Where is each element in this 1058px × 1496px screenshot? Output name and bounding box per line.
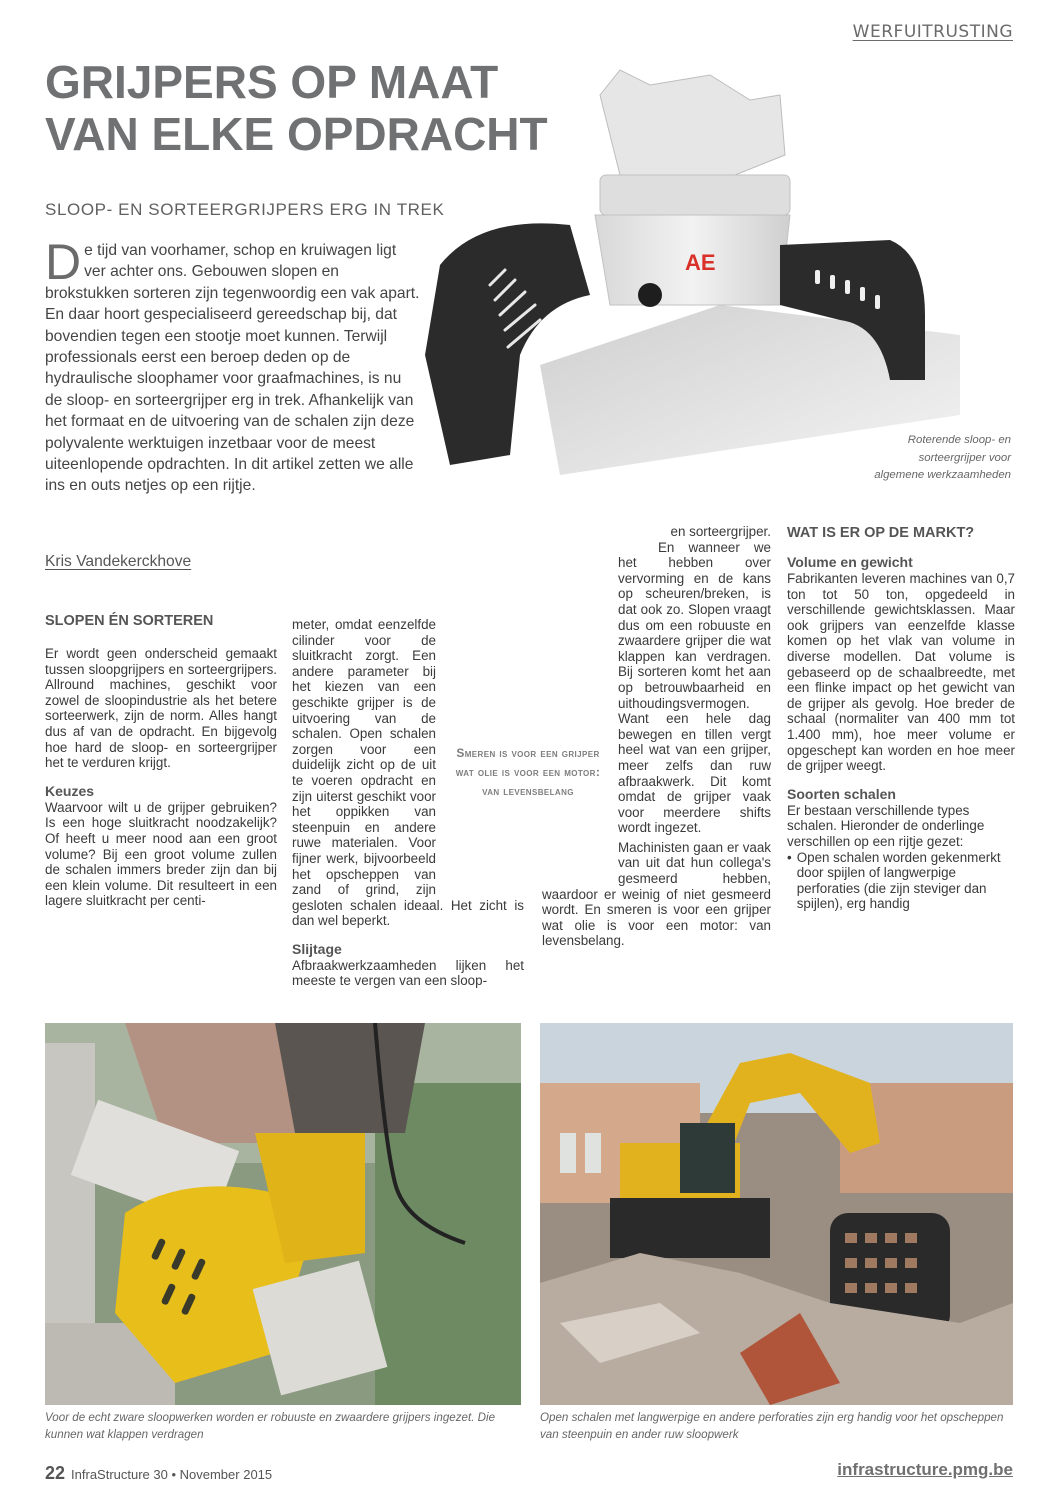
title-line-1: GRIJPERS OP MAAT [45,56,499,108]
photo-caption-right: Open schalen met langwerpige en andere perforaties zijn erg handig voor het opscheppen van steenpuin en ander ruw sloopwerk [540,1411,1004,1441]
mount-bracket [600,70,785,185]
author-byline[interactable]: Kris Vandekerckhove [45,553,192,570]
column-4 [787,524,1015,1010]
hero-grapple-image [420,55,960,475]
lead-paragraph [45,234,420,497]
column-1 [45,612,277,1010]
drop-cap: D [45,234,82,290]
article-subtitle: SLOOP- EN SORTEERGRIJPERS ERG IN TREK [45,200,445,219]
pivot-left [638,283,662,307]
footer-issue [45,1463,272,1484]
paragraph: Er bestaan verschillende types schalen. Hieronder de onderlinge verschillen op een rijtje gezet: [787,802,985,849]
subheading-slijtage: Slijtage [292,940,342,957]
hero-caption: Roterende sloop- en sorteergrijper voor algemene werkzaamheden [874,434,1011,481]
page-number: 22 [45,1463,66,1483]
rotator [600,175,790,215]
issue-info: InfraStructure 30 • November 2015 [71,1467,273,1482]
bullet-item [787,850,1015,912]
photo-caption-left: Voor de echt zware sloopwerken worden er robuuste en zwaardere grijpers ingezet. Die kunnen wat klappen verdragen [45,1411,496,1441]
subheading-keuzes: Keuzes [45,782,95,799]
column-2 [292,617,524,1010]
paragraph: Waarvoor wilt u de grijper gebruiken? Is een hoge sluitkracht noodzakelijk? Of heeft u meer nood aan een groot volume? Bij een groot volume zullen de schalen immers breder zijn dan bij een klein volume. Dit resulteert in een lagere sluitkracht per centi- [45,799,277,909]
section-tag: WERFUITRUSTING [852,22,1013,42]
paragraph: En wanneer we het hebben over vervorming en de kans op scheuren/breken, is dat ook zo. Slopen vraagt dus om een robuuste en zwaardere grijper die wat klappen kan verdragen. Bij sorteren komt het aan op betrouwbaarheid en uithoudingsvermogen. Want een hele dag bewegen en tillen vergt heel wat van een grijper, meer zelfs dan ruw afbraakwerk. Dit komt omdat de grijper vaak voor meerdere shifts wordt ingezet. [618,539,771,836]
bullet-text: Open schalen worden gekenmerkt door spijlen of langwerpige perforaties (die zijn steviger dan spijlen), erg handig [796,849,1001,912]
paragraph: meter, omdat eenzelfde cilinder voor de sluitkracht zorgt. Een andere parameter bij het kiezen van een geschikte grijper is de uitvoering van de schalen. Open schalen zorgen voor een duidelijk zicht op de uit te voeren opdracht en zijn uiterst geschikt voor het oppikken van steenpuin en andere ruwe materialen. Voor fijner werk, bijvoorbeeld het opscheppen van zand of grind, zijn gesloten schalen ideaal. Het zicht is dan wel beperkt. [292,617,524,929]
paragraph: en sorteergrijper. [670,524,771,539]
pull-quote: Smeren is voor een grijper wat olie is voor een motor: van levensbelang [454,740,602,805]
subheading-volume-en-gewicht: Volume en gewicht [787,554,913,570]
heading-wat-is-er-op-de-markt: WAT IS ER OP DE MARKT? [787,525,975,541]
title-line-2: VAN ELKE OPDRACHT [45,108,548,160]
brand-logo: AE [685,250,716,275]
paragraph: Machinisten gaan er vaak van uit dat hun collega's gesmeerd hebben, waardoor er weinig of niet gesmeerd wordt. En smeren is voor een grijper wat olie is voor een motor: van levensbelang. [542,839,771,949]
paragraph: Er wordt geen onderscheid gemaakt tussen sloopgrijpers en sorteergrijpers. Allround machines, geschikt voor zowel de sloopindustrie als het betere sorteerwerk, zijn de norm. Alles hangt dus af van de opdracht. En bijgevolg hoe hard de sloop- en sorteergrijper het te verduren krijgt. [45,646,277,771]
bullet-icon: • [787,849,792,865]
photo-excavator-demolition [540,1023,1013,1405]
paragraph: Afbraakwerkzaamheden lijken het meeste te vergen van een sloop- [292,957,524,989]
lead-text: e tijd van voorhamer, schop en kruiwagen ligt ver achter ons. Gebouwen slopen en brokstukken sorteren zijn tegenwoordig een vak apart. En daar hoort gespecialiseerd gereedschap bij, dat bovendien tegen een stootje moet kunnen. Terwijl professionals eerst een beroep deden op de hydraulische sloophamer voor graafmachines, is nu de sloop- en sorteergrijper erg in trek. Afhankelijk van het formaat en de uitvoering van de schalen zijn deze polyvalente werktuigen inzetbaar voor de meest uiteenlopende opdrachten. In dit artikel zetten we alle ins en outs netjes op een rijtje. [45,242,420,495]
heading-slopen-en-sorteren: SLOPEN ÉN SORTEREN [45,613,214,629]
photo-yellow-grapple [45,1023,521,1405]
website-link[interactable]: infrastructure.pmg.be [837,1460,1013,1479]
subheading-soorten-schalen: Soorten schalen [787,785,896,802]
paragraph: Fabrikanten leveren machines van 0,7 ton tot 50 ton, opgedeeld in verschillende gewichtsklassen. Maar ook grijpers van eenzelfde klasse komen op het vlak van volume in diverse modellen. Dat volume is gebaseerd op de schaalbreedte, met een flinke impact op het gewicht van de grijper als gevolg. Hoe breder de schaal (normaliter van 400 mm tot 1.400 mm), hoe meer volume er opgeschept kan worden en hoe meer de grijper weegt. [787,571,1015,774]
